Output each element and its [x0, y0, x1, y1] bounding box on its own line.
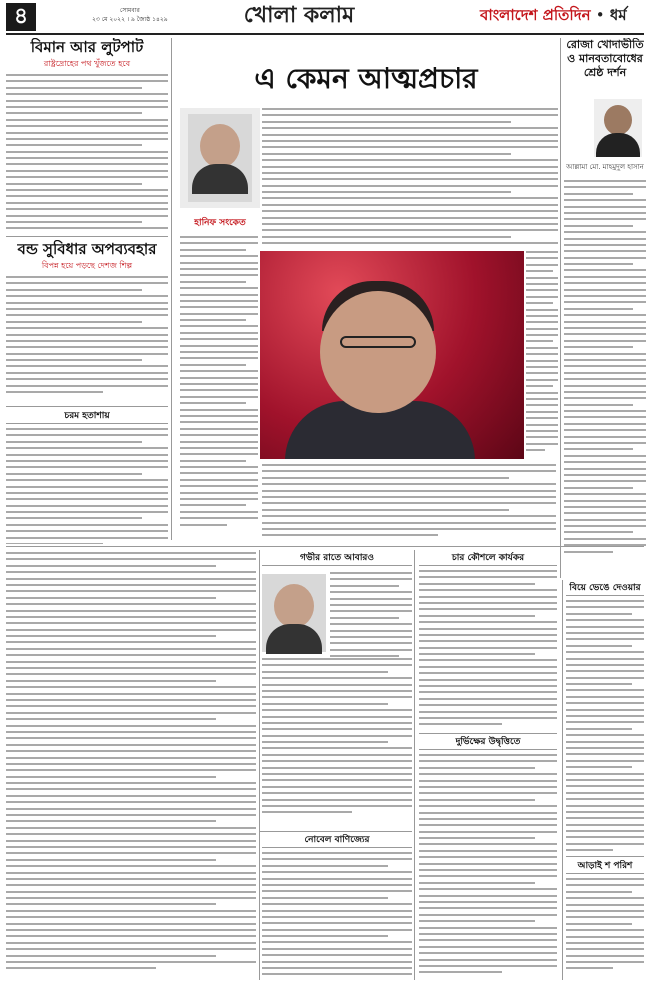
author-box [564, 162, 646, 176]
article-body-text [262, 658, 412, 818]
headline: বিয়ে ভেঙে দেওয়ার [566, 582, 644, 596]
section-divider [6, 406, 168, 407]
article-bottom-left [6, 552, 256, 980]
byline-box [180, 215, 260, 229]
column-divider [259, 550, 260, 980]
headline: চার কৌশলে কার্যকর [419, 552, 557, 566]
date-full: ২৩ মে ২০২২ । ৯ জ্যৈষ্ঠ ১৪২৯ [92, 16, 168, 23]
article-body-text [419, 754, 557, 978]
byline: হানিফ সংকেত [194, 218, 246, 228]
featured-photo [260, 251, 524, 459]
column-divider [414, 550, 415, 980]
subheadline: রাষ্ট্রদ্রোহের পথ খুঁজতে হবে [43, 59, 131, 68]
article-body-text [419, 570, 557, 730]
section-title: খোলা কলাম [243, 3, 355, 28]
article-body-text [6, 552, 256, 974]
headline: বন্ড সুবিধার অপব্যবহার [17, 240, 157, 258]
brand-logo [480, 4, 627, 29]
article-bottom-center [262, 834, 412, 980]
article-left-middle [6, 240, 168, 404]
main-article-body-right [526, 251, 558, 459]
section-divider [260, 831, 412, 832]
brand-name: বাংলাদেশ প্রতিদিন [480, 6, 591, 24]
article-bottom-right2 [566, 860, 644, 980]
headline: চরম হতাশায় [6, 410, 168, 424]
section-divider [566, 856, 644, 857]
article-body-text [330, 572, 412, 661]
column-divider [560, 38, 561, 578]
article-bottom-center-left [262, 552, 412, 829]
article-body-text [262, 464, 556, 541]
author-photo [188, 114, 252, 202]
date-line [92, 6, 168, 24]
article-body-text [564, 180, 646, 557]
page-number: ৪ [6, 3, 36, 31]
article-body-text [180, 236, 258, 530]
article-photo [262, 574, 326, 652]
article-bottom-mid [419, 552, 557, 730]
author-portrait [180, 108, 260, 208]
article-body-text [6, 428, 168, 544]
main-article-body-left [180, 236, 258, 542]
article-bottom-mid2 [419, 736, 557, 980]
article-body-text [566, 878, 644, 974]
masthead-rule [6, 33, 644, 35]
headline: গভীর রাতে আবারও [262, 552, 412, 566]
section-divider [6, 546, 644, 547]
date-weekday: সোমবার [119, 7, 140, 14]
headline: দুর্ভিক্ষের উদ্বৃত্তিতে [419, 736, 557, 750]
section-divider [6, 236, 168, 237]
author-photo [594, 99, 642, 157]
masthead [0, 0, 650, 34]
section-divider [419, 733, 557, 734]
headline: আড়াই শ পরিশ [566, 860, 644, 874]
article-left-bottom [6, 410, 168, 544]
headline: নোবেল বাণিজ্যের [262, 834, 412, 848]
article-right-top [564, 180, 646, 576]
brand-separator: • [595, 6, 605, 24]
article-body-text [262, 852, 412, 980]
subheadline: বিপন্ন হয়ে পড়ছে দেশজ শিল্প [41, 261, 133, 270]
headline: রোজা খোদাভীতি ও মানবতাবোধের শ্রেষ্ঠ দর্শন [566, 38, 644, 79]
main-article-body-bottom [262, 464, 556, 542]
article-left-top [6, 38, 168, 234]
headline: বিমান আর লুটপাট [30, 38, 144, 56]
main-article-header [176, 60, 556, 104]
article-body-text [526, 251, 558, 456]
article-body-text [6, 276, 168, 397]
column-divider [562, 580, 563, 980]
column-divider [171, 38, 172, 540]
article-bottom-right [566, 582, 644, 854]
main-article-body [262, 108, 558, 248]
article-body-text [262, 108, 558, 248]
brand-topic: ধর্ম [609, 6, 627, 24]
main-headline: এ কেমন আত্মপ্রচার [254, 62, 478, 95]
article-body-text [6, 74, 168, 234]
article-body-text [566, 600, 644, 854]
article-right-top-header [564, 38, 646, 98]
author-name: আল্লামা মো. মাহমুদুল হাসান [566, 163, 644, 171]
